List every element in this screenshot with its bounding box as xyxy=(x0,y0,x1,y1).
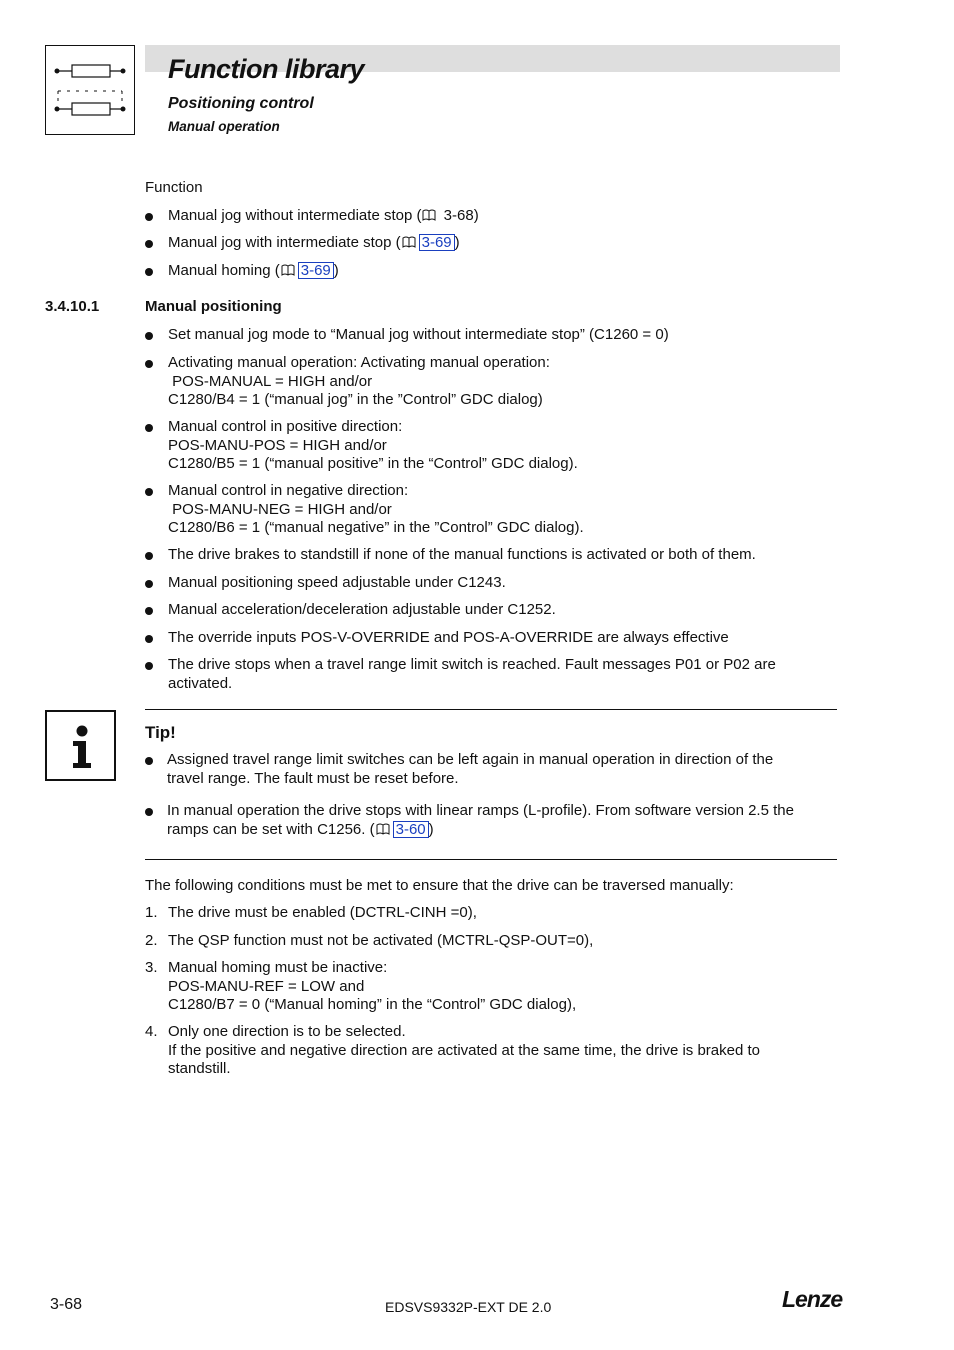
bullet-icon xyxy=(145,213,153,221)
numbered-item xyxy=(145,904,835,923)
page-ref: 3-68 xyxy=(443,207,474,224)
paren-close: ) xyxy=(473,207,479,224)
function-item-text: Manual homing ( xyxy=(168,262,280,279)
page-number: 3-68 xyxy=(50,1296,83,1313)
bullet-icon xyxy=(145,607,153,615)
function-item-text: Manual jog with intermediate stop ( xyxy=(168,234,401,251)
bullet-icon xyxy=(145,580,153,588)
numbered-item-line: standstill. xyxy=(168,1060,231,1077)
function-item-text: Manual jog without intermediate stop ( xyxy=(168,207,422,224)
bullet-icon xyxy=(145,488,153,496)
function-item xyxy=(145,234,835,253)
section-number: 3.4.10.1 xyxy=(45,298,100,315)
bullet-icon xyxy=(145,757,153,765)
list-item xyxy=(145,418,835,474)
list-item xyxy=(145,326,835,345)
bullet-icon xyxy=(145,332,153,340)
page-link[interactable]: 3-69 xyxy=(298,262,334,279)
list-item-line: C1280/B4 = 1 (“manual jog” in the ”Control” GDC dialog) xyxy=(168,391,543,408)
page-link[interactable]: 3-69 xyxy=(419,234,455,251)
bullet-icon xyxy=(145,360,153,368)
tip-top-rule xyxy=(145,709,837,710)
item-number: 1. xyxy=(145,904,158,921)
list-item-line: Activating manual operation: Activating manual operation: xyxy=(168,354,550,371)
bullet-icon xyxy=(145,240,153,248)
paren-close: ) xyxy=(333,262,339,279)
function-block-icon xyxy=(46,46,134,134)
list-item-line: activated. xyxy=(168,674,233,692)
tip-item-line: travel range. The fault must be reset before. xyxy=(167,769,459,787)
tip-item-line: ramps can be set with C1256. ( xyxy=(167,820,375,838)
numbered-item-line: Manual homing must be inactive: xyxy=(168,959,388,976)
book-icon xyxy=(281,264,295,276)
list-item xyxy=(145,354,835,410)
function-item xyxy=(145,262,835,281)
conditions-intro: The following conditions must be met to ensure that the drive can be traversed manually: xyxy=(145,877,734,894)
bullet-icon xyxy=(145,635,153,643)
item-number: 3. xyxy=(145,959,158,976)
numbered-item xyxy=(145,1023,835,1079)
bullet-icon xyxy=(145,552,153,560)
numbered-item-line: POS-MANU-REF = LOW and xyxy=(168,977,365,995)
numbered-item-line: The QSP function must not be activated (MCTRL-QSP-OUT=0), xyxy=(168,932,594,949)
list-item-line: Manual acceleration/deceleration adjustable under C1252. xyxy=(168,601,556,618)
list-item-line: The override inputs POS-V-OVERRIDE and POS-A-OVERRIDE are always effective xyxy=(168,629,729,646)
list-item-line: POS-MANUAL = HIGH and/or xyxy=(168,372,373,390)
tip-bottom-rule xyxy=(145,859,837,860)
numbered-item-line: Only one direction is to be selected. xyxy=(168,1023,406,1040)
list-item-line: C1280/B5 = 1 (“manual positive” in the “Control” GDC dialog). xyxy=(168,455,578,472)
list-item-line: C1280/B6 = 1 (“manual negative” in the ”Control” GDC dialog). xyxy=(168,519,584,536)
section-title: Manual positioning xyxy=(145,298,282,315)
page-title: Function library xyxy=(168,54,365,84)
info-icon xyxy=(45,710,116,781)
numbered-item xyxy=(145,959,835,1015)
bullet-icon xyxy=(145,662,153,670)
document-id: EDSVS9332P-EXT DE 2.0 xyxy=(385,1299,552,1315)
list-item xyxy=(145,629,835,648)
list-item xyxy=(145,546,835,565)
tip-item-line: In manual operation the drive stops with linear ramps (L-profile). From software version 2.5 the xyxy=(167,802,794,819)
list-item-line: Set manual jog mode to “Manual jog without intermediate stop” (C1260 = 0) xyxy=(168,326,669,343)
paren-close: ) xyxy=(428,820,434,838)
list-item xyxy=(145,482,835,538)
list-item xyxy=(145,574,835,593)
bullet-icon xyxy=(145,808,153,816)
book-icon xyxy=(422,209,436,221)
chapter-icon xyxy=(45,45,135,135)
bullet-icon xyxy=(145,268,153,276)
list-item-line: Manual control in negative direction: xyxy=(168,482,409,499)
section-subtitle: Positioning control xyxy=(168,95,314,112)
bullet-icon xyxy=(145,424,153,432)
subsection-subtitle: Manual operation xyxy=(168,119,280,134)
tip-item xyxy=(145,751,835,788)
numbered-item-line: C1280/B7 = 0 (“Manual homing” in the “Control” GDC dialog), xyxy=(168,996,577,1013)
list-item-line: POS-MANU-POS = HIGH and/or xyxy=(168,436,387,454)
list-item xyxy=(145,601,835,620)
tip-item-line: Assigned travel range limit switches can be left again in manual operation in direction of the xyxy=(167,751,774,768)
list-item-line: The drive stops when a travel range limit switch is reached. Fault messages P01 or P02 are xyxy=(168,656,776,673)
numbered-item xyxy=(145,932,835,951)
book-icon xyxy=(376,823,390,835)
brand-logo: Lenze xyxy=(782,1286,843,1312)
paren-close: ) xyxy=(454,234,460,251)
function-label: Function xyxy=(145,179,203,196)
tip-title: Tip! xyxy=(145,723,176,742)
list-item-line: Manual control in positive direction: xyxy=(168,418,403,435)
numbered-item-line: The drive must be enabled (DCTRL-CINH =0), xyxy=(168,904,477,921)
list-item xyxy=(145,656,835,693)
item-number: 2. xyxy=(145,932,158,949)
item-number: 4. xyxy=(145,1023,158,1040)
numbered-item-line: If the positive and negative direction are activated at the same time, the drive is braked to xyxy=(168,1041,760,1059)
function-item xyxy=(145,207,835,226)
list-item-line: The drive brakes to standstill if none of the manual functions is activated or both of them. xyxy=(168,546,756,563)
list-item-line: Manual positioning speed adjustable under C1243. xyxy=(168,574,506,591)
list-item-line: POS-MANU-NEG = HIGH and/or xyxy=(168,500,392,518)
info-glyph-icon xyxy=(47,712,114,779)
tip-item xyxy=(145,802,835,839)
book-icon xyxy=(402,236,416,248)
page-link[interactable]: 3-60 xyxy=(393,821,429,838)
